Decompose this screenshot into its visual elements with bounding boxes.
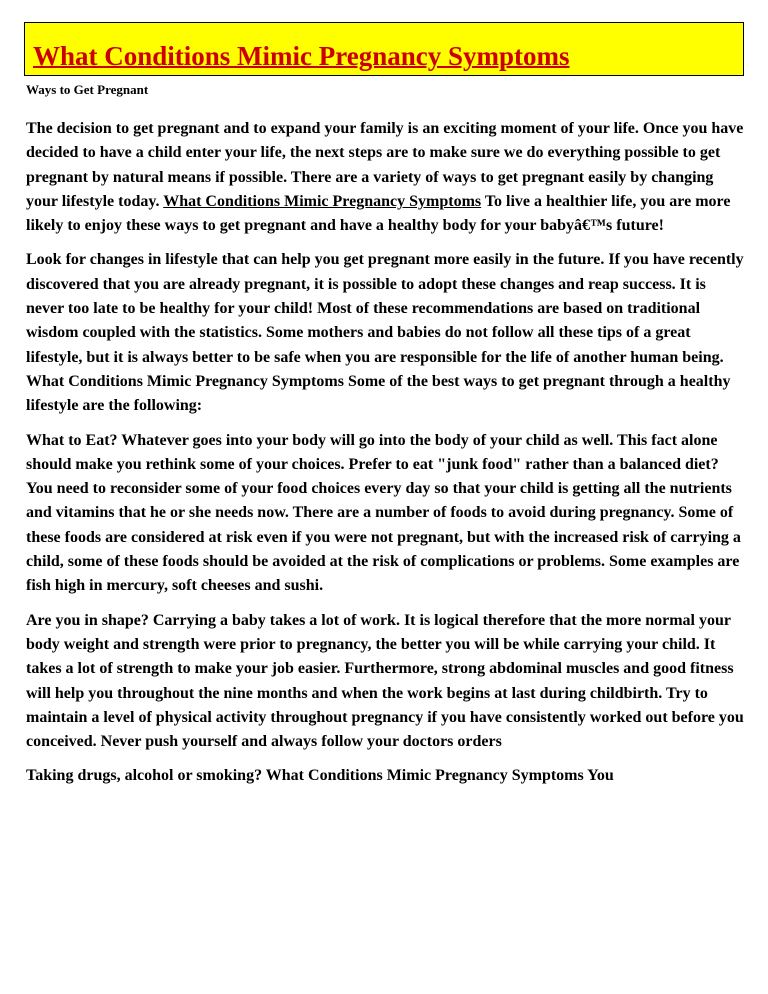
- paragraph-what-to-eat: What to Eat? Whatever goes into your body will go into the body of your child as well. This fact alone should make you rethink some of your choices. Prefer to eat "junk food" rather than a balanced diet? You need to reconsider some of your food choices every day so that your child is getting all the nutrients and vitamins that he or she needs now. There are a number of foods to avoid during pregnancy. Some of these foods are considered at risk even if you were not pregnant, but with the increased risk of carrying a child, some of these foods should be avoided at the risk of complications or problems. Some examples are fish high in mercury, soft cheeses and sushi.: [26, 431, 741, 595]
- title-banner: [24, 22, 744, 76]
- document-page: [24, 22, 744, 789]
- paragraph-drugs-alcohol: Taking drugs, alcohol or smoking? What Conditions Mimic Pregnancy Symptoms You: [26, 767, 614, 785]
- paragraph-intro-text-end: To live a healthier life, you are more likely to enjoy these ways to get pregnant and have a healthy body for your babyâ€™s future!: [26, 192, 731, 235]
- page-title: What Conditions Mimic Pregnancy Symptoms: [33, 41, 570, 71]
- title-link[interactable]: What Conditions Mimic Pregnancy Symptoms: [163, 192, 482, 210]
- paragraph-intro: [26, 117, 744, 238]
- paragraph-intro-text-start: The decision to get pregnant and to expand your family is an exciting moment of your life. Once you have decided to have a child enter your life, the next steps are to make sure we do everything possible to get pregnant by natural means if possible. There are a variety of ways to get pregnant easily by changing your lifestyle today.: [26, 120, 744, 210]
- subtitle: Ways to Get Pregnant: [26, 82, 149, 97]
- paragraph-in-shape: Are you in shape? Carrying a baby takes a lot of work. It is logical therefore that the more normal your body weight and strength were prior to pregnancy, the better you will be while carrying your child. It takes a lot of strength to make your job easier. Furthermore, strong abdominal muscles and good fitness will help you throughout the nine months and when the work begins at last during childbirth. Try to maintain a level of physical activity throughout pregnancy if you have consistently worked out before you conceived. Never push yourself and always follow your doctors orders: [26, 611, 744, 751]
- paragraph-lifestyle: Look for changes in lifestyle that can help you get pregnant more easily in the future. If you have recently discovered that you are already pregnant, it is possible to adopt these changes and reap success. It is never too late to be healthy for your child! Most of these recommendations are based on traditional wisdom coupled with the statistics. Some mothers and babies do not follow all these tips of a great lifestyle, but it is always better to be safe when you are responsible for the life of another human being. What Conditions Mimic Pregnancy Symptoms Some of the best ways to get pregnant through a healthy lifestyle are the following:: [26, 251, 744, 415]
